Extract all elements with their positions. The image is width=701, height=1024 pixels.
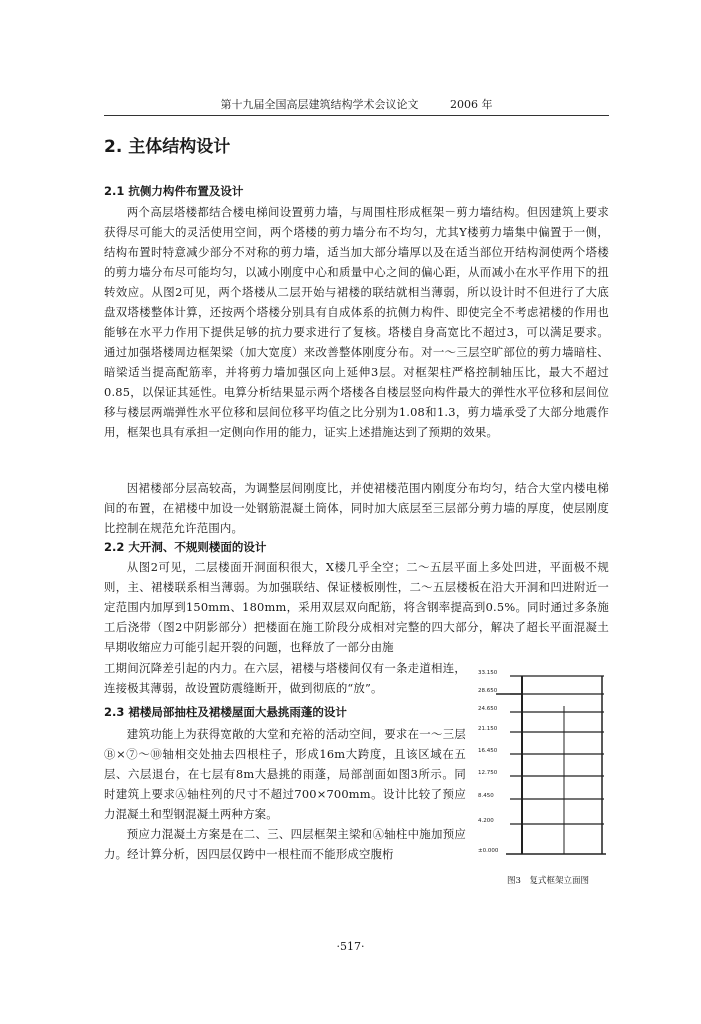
subsection-heading-2-2: 2.2 大开洞、不规则楼面的设计 — [104, 540, 267, 554]
page-number: ·517· — [336, 940, 365, 953]
paragraph-2-2-a: 从图2可见，二层楼面开洞面积很大，X楼几乎全空；二～五层平面上多处凹进，平面极不规则，主、裙楼联系相当薄弱。为加强联结、保证楼板刚性，二～五层楼板在沿大开洞和凹进附近一定范围内加厚到150mm、180mm，采用双层双向配筋，将含钢率提高到0.5%。同时通过多条施工后浇带（图2中阴影部分）把楼面在施工阶段分成相对完整的四大部分，解决了超长平面混凝土早期收缩应力可能引起开裂的问题，也释放了一部分由施 — [104, 560, 609, 654]
level-label: ±0.000 — [478, 848, 499, 854]
paragraph-2-3-b: 预应力混凝土方案是在二、三、四层框架主梁和Ⓐ轴柱中施加预应力。经计算分析，因四层仅跨中一根柱而不能形成空腹桁 — [104, 827, 466, 861]
level-label: 12.750 — [478, 770, 498, 776]
conference-title: 第十九届全国高层建筑结构学术会议论文 — [220, 98, 419, 111]
level-label: 4.200 — [478, 818, 494, 824]
level-label: 8.450 — [478, 793, 494, 799]
paragraph-2-1-a: 两个高层塔楼都结合楼电梯间设置剪力墙，与周围柱形成框架－剪力墙结构。但因建筑上要求获得尽可能大的灵活使用空间，两个塔楼的剪力墙分布不均匀，尤其Y楼剪力墙集中偏置于一侧，结构布置时特意减少部分不对称的剪力墙，适当加大部分墙厚以及在适当部位开结构洞使两个塔楼的剪力墙分布尽可能均匀，以减小刚度中心和质量中心之间的偏心距，从而减小在水平作用下的扭转效应。从图2可见，两个塔楼从二层开始与裙楼的联结就相当薄弱，所以设计时不但进行了大底盘双塔楼整体计算，还按两个塔楼分别具有自成体系的抗侧力构件、即使完全不考虑裙楼的作用也能够在水平力作用下提供足够的抗力要求进行了复核。塔楼自身高宽比不超过3，可以满足要求。通过加强塔楼周边框架梁（加大宽度）来改善整体刚度分布。对一～三层空旷部位的剪力墙暗柱、暗梁适当提高配筋率，并将剪力墙加强区向上延伸3层。对框架柱严格控制轴压比，最大不超过0.85，以保证其延性。电算分析结果显示两个塔楼各自楼层竖向构件最大的弹性水平位移和层间位移与楼层两端弹性水平位移和层间位移平均值之比分别为1.08和1.3，剪力墙承受了大部分地震作用，框架也具有承担一定侧向作用的能力，证实上述措施达到了预期的效果。 — [104, 205, 609, 439]
frame-elevation-drawing — [476, 664, 609, 872]
paragraph-2-1-b: 因裙楼部分层高较高，为调整层间刚度比，并使裙楼范围内刚度分布均匀，结合大堂内楼电梯间的布置，在裙楼中加设一处钢筋混凝土筒体，同时加大底层至三层部分剪力墙的厚度，使层刚度比控制在规范允许范围内。 — [104, 481, 609, 535]
level-label: 33.150 — [478, 670, 498, 676]
level-label: 16.450 — [478, 748, 498, 754]
figure-3-caption: 图3 复式框架立面图 — [507, 876, 589, 886]
running-header — [104, 96, 609, 116]
paragraph-2-2-b: 工期间沉降差引起的内力。在六层，裙楼与塔楼间仅有一条走道相连，连接极其薄弱，故设置防震缝断开，做到彻底的“放”。 — [104, 661, 466, 695]
subsection-heading-2-3: 2.3 裙楼局部抽柱及裙楼屋面大悬挑雨蓬的设计 — [104, 705, 347, 719]
paragraph-2-3-a: 建筑功能上为获得宽敞的大堂和充裕的活动空间，要求在一～三层Ⓑ×⑦～⑩轴相交处抽去四根柱子，形成16m大跨度，且该区域在五层、六层退台，在七层有8m大悬挑的雨蓬，局部剖面如图3所示。同时建筑上要求Ⓐ轴柱列的尺寸不超过700×700mm。设计比较了预应力混凝土和型钢混凝土两种方案。 — [104, 727, 466, 821]
level-label: 28.650 — [478, 688, 498, 694]
level-label: 24.650 — [478, 706, 498, 712]
subsection-heading-2-1: 2.1 抗侧力构件布置及设计 — [104, 184, 244, 198]
conference-year: 2006 年 — [450, 98, 493, 111]
figure-3-frame-elevation — [476, 664, 609, 872]
section-title: 2. 主体结构设计 — [104, 137, 231, 157]
level-label: 21.150 — [478, 726, 498, 732]
